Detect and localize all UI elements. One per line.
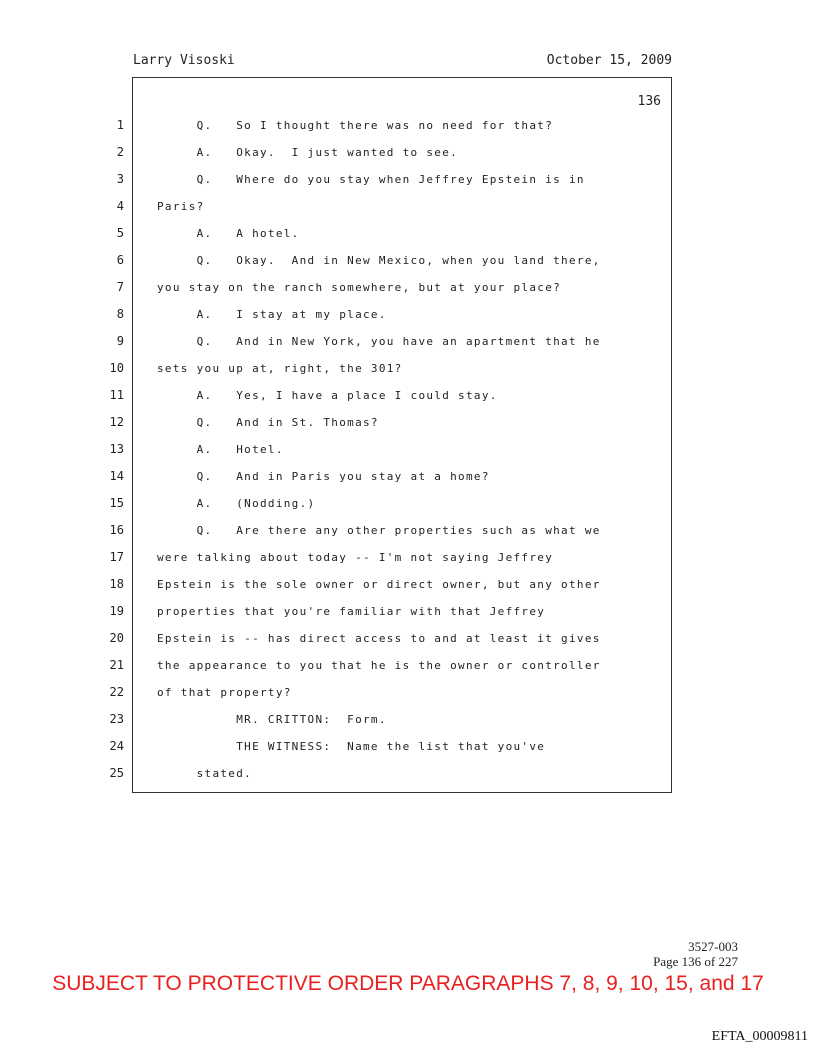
line-number: 15: [109, 496, 124, 510]
page-counter: Page 136 of 227: [653, 954, 738, 969]
line-number: 20: [109, 631, 124, 645]
line-number: 5: [116, 226, 124, 240]
line-number: 22: [109, 685, 124, 699]
line-number: 11: [109, 388, 124, 402]
transcript-text: [157, 112, 663, 787]
line-number: 3: [116, 172, 124, 186]
transcript-line: Q. Are there any other properties such as what we: [157, 524, 601, 537]
line-number: 12: [109, 415, 124, 429]
transcript-line: of that property?: [157, 686, 292, 699]
line-number: 14: [109, 469, 124, 483]
transcript-line: properties that you're familiar with that Jeffrey: [157, 605, 546, 618]
line-number: 13: [109, 442, 124, 456]
line-number-column: [96, 112, 124, 787]
transcript-line: Epstein is -- has direct access to and at least it gives: [157, 632, 601, 645]
line-number: 1: [116, 118, 124, 132]
line-number: 4: [116, 199, 124, 213]
deposition-date: October 15, 2009: [546, 53, 672, 68]
line-number: 10: [109, 361, 124, 375]
transcript-line: Q. And in New York, you have an apartment that he: [157, 335, 601, 348]
transcript-line: THE WITNESS: Name the list that you've: [157, 740, 546, 753]
transcript-line: you stay on the ranch somewhere, but at your place?: [157, 281, 562, 294]
line-number: 19: [109, 604, 124, 618]
line-number: 8: [116, 307, 124, 321]
transcript-line: MR. CRITTON: Form.: [157, 713, 387, 726]
line-number: 9: [116, 334, 124, 348]
line-number: 6: [116, 253, 124, 267]
line-number: 23: [109, 712, 124, 726]
line-number: 24: [109, 739, 124, 753]
line-number: 7: [116, 280, 124, 294]
transcript-line: A. Hotel.: [157, 443, 284, 456]
line-number: 17: [109, 550, 124, 564]
protective-order-notice: SUBJECT TO PROTECTIVE ORDER PARAGRAPHS 7, 8, 9, 10, 15, and 17: [52, 972, 764, 995]
transcript-line: Q. Okay. And in New Mexico, when you land there,: [157, 254, 601, 267]
transcript-line: the appearance to you that he is the owner or controller: [157, 659, 601, 672]
line-number: 18: [109, 577, 124, 591]
transcript-line: A. (Nodding.): [157, 497, 316, 510]
document-code: 3527-003: [688, 939, 738, 954]
transcript-line: sets you up at, right, the 301?: [157, 362, 403, 375]
transcript-line: Epstein is the sole owner or direct owner, but any other: [157, 578, 601, 591]
transcript-line: stated.: [157, 767, 253, 780]
transcript-line: A. I stay at my place.: [157, 308, 387, 321]
transcript-line: Q. Where do you stay when Jeffrey Epstein is in: [157, 173, 585, 186]
transcript-line: Q. And in Paris you stay at a home?: [157, 470, 490, 483]
transcript-line: were talking about today -- I'm not saying Jeffrey: [157, 551, 554, 564]
transcript-line: A. A hotel.: [157, 227, 300, 240]
bates-number: EFTA_00009811: [711, 1029, 808, 1044]
transcript-line: Q. And in St. Thomas?: [157, 416, 379, 429]
line-number: 21: [109, 658, 124, 672]
witness-name: Larry Visoski: [133, 53, 235, 68]
transcript-line: A. Okay. I just wanted to see.: [157, 146, 459, 159]
transcript-page-number: 136: [637, 94, 661, 109]
line-number: 25: [109, 766, 124, 780]
transcript-line: A. Yes, I have a place I could stay.: [157, 389, 498, 402]
line-number: 16: [109, 523, 124, 537]
transcript-line: Paris?: [157, 200, 205, 213]
transcript-line: Q. So I thought there was no need for that?: [157, 119, 554, 132]
line-number: 2: [116, 145, 124, 159]
